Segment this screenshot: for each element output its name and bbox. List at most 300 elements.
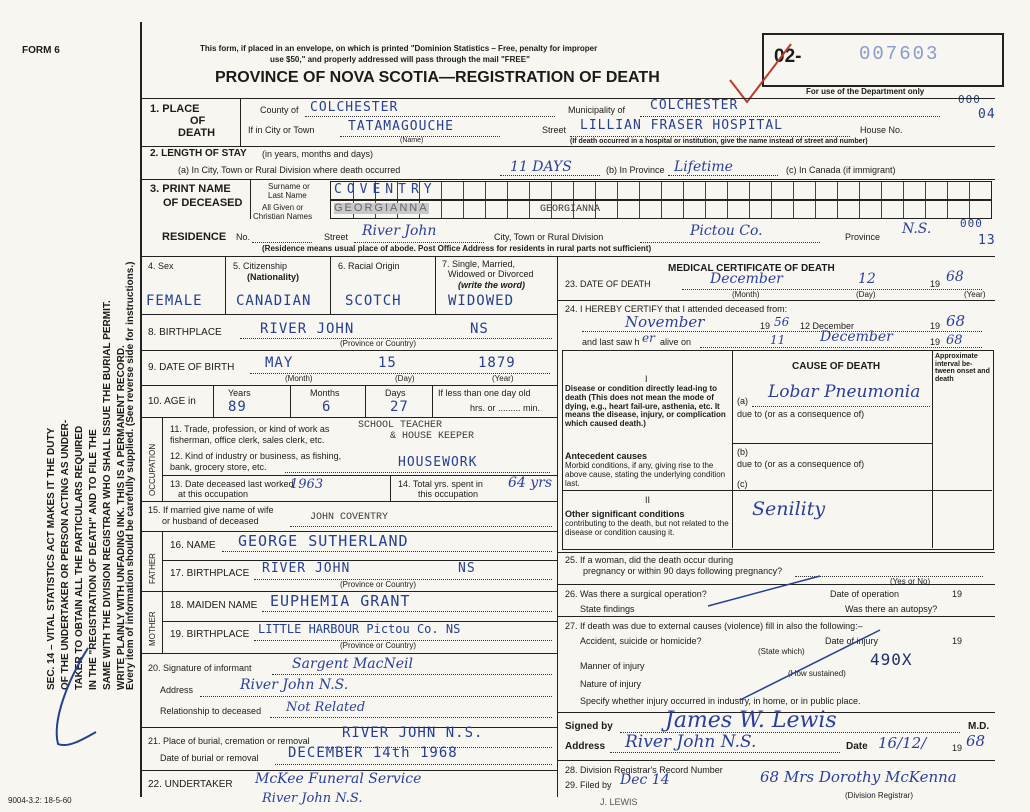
rule [275, 764, 552, 765]
external-causes-question: 27. If death was due to external causes (violence) fill in also the following:– [565, 621, 863, 631]
mother-birthplace-value: LITTLE HARBOUR Pictou Co. NS [258, 622, 461, 636]
street-value: LILLIAN FRASER HOSPITAL [580, 118, 784, 133]
character-box-divider [617, 182, 618, 199]
street-label: Street [542, 125, 567, 135]
yes-no-caption: (Yes or No) [890, 577, 931, 586]
rule [570, 136, 850, 137]
marital-label: 7. Single, Married, [442, 259, 516, 269]
character-box-divider [837, 182, 838, 199]
age-label: 10. AGE in [148, 396, 196, 407]
character-box-divider [903, 182, 904, 199]
rule [262, 611, 552, 612]
rule [140, 98, 995, 99]
rule [225, 256, 226, 314]
place-label-of: OF [190, 115, 206, 127]
footer-initials: J. LEWIS [600, 797, 638, 807]
character-box-divider [661, 182, 662, 199]
interval-label: Approximate interval be-tween onset and death [935, 353, 990, 384]
given-name-struck: GEORGIANNA [334, 202, 429, 214]
last-saw-date: December [820, 329, 893, 345]
registration-number: 007603 [859, 43, 940, 65]
burial-date-label: Date of burial or removal [160, 753, 259, 763]
informant-signature-label: 20. Signature of informant [148, 663, 252, 673]
rule [140, 146, 995, 147]
rule [140, 179, 995, 180]
character-box-divider [881, 201, 882, 218]
undertaker-label: 22. UNDERTAKER [148, 779, 233, 790]
citizenship-label: 5. Citizenship [233, 261, 288, 271]
death-day-caption: (Day) [856, 290, 876, 299]
rule [140, 256, 995, 257]
character-box-divider [639, 182, 640, 199]
rule [140, 501, 557, 502]
years-caption: Years [228, 388, 251, 398]
total-years-14-label-2: this occupation [418, 489, 479, 499]
character-box-divider [441, 201, 442, 218]
sidebar-line-2: OF THE UNDERTAKER OR PERSON ACTING AS UNDER- [60, 419, 71, 690]
racial-origin-value: SCOTCH [345, 293, 402, 309]
death-month: December [710, 271, 783, 287]
burial-date-value: DECEMBER 14th 1968 [288, 745, 458, 761]
rule [162, 531, 163, 591]
rule [330, 256, 331, 314]
character-box-divider [529, 201, 530, 218]
dept-code-1: 000 [958, 93, 981, 106]
due-to-b: due to (or as a consequence of) [737, 459, 865, 469]
attended-from-century: 19 [760, 321, 771, 331]
character-box-divider [705, 201, 706, 218]
stay-city-label: (a) In City, Town or Rural Division where death occurred [178, 165, 401, 175]
residence-division-value: Pictou Co. [690, 223, 763, 239]
death-month-caption: (Month) [732, 290, 760, 299]
section-one-numeral: I [645, 374, 648, 384]
registrar-caption: (Division Registrar) [845, 791, 914, 800]
given-name-character-boxes [330, 200, 992, 219]
rule [252, 242, 312, 243]
registrar-record-label: 28. Division Registrar's Record Number [565, 765, 723, 775]
character-box-divider [573, 182, 574, 199]
rule [562, 490, 992, 491]
cause-a-value: Lobar Pneumonia [768, 382, 921, 402]
rule [640, 116, 940, 117]
medical-certificate-title: MEDICAL CERTIFICATE OF DEATH [668, 263, 835, 274]
antecedent-label: Antecedent causes [565, 451, 648, 461]
nature-label: Nature of injury [580, 679, 642, 689]
residence-note: (Residence means usual place of abode. Post Office Address for residents in rural parts not sufficient) [262, 244, 652, 253]
last-saw-day: 11 [770, 333, 786, 347]
cert-century: 19 [952, 743, 963, 753]
character-box-divider [771, 201, 772, 218]
accident-label: Accident, suicide or homicide? [580, 636, 702, 646]
total-years-14-value: 64 yrs [508, 475, 553, 491]
cause-of-death-title: CAUSE OF DEATH [792, 361, 881, 372]
given-name-value: GEORGIANNA [540, 204, 601, 215]
attended-to-year: 68 [946, 312, 966, 330]
direct-cause-label: Disease or condition directly lead-ing to death (This does not mean the mode of dying, e.g., heart fail-ure, asthenia, etc. It means the disease, injury, or complication which caused death.) [565, 384, 726, 429]
mother-maiden-label: 18. MAIDEN NAME [170, 600, 258, 611]
rule [700, 347, 982, 348]
surname-label: Surname or [268, 182, 310, 191]
character-box-divider [485, 201, 486, 218]
rule [140, 653, 557, 654]
cert-date: 16/12/ [878, 734, 927, 752]
character-box-divider [903, 201, 904, 218]
left-margin-rule [140, 22, 142, 797]
other-conditions-value: Senility [752, 498, 826, 520]
age-years: 89 [228, 399, 247, 415]
rule [435, 256, 436, 314]
marital-label-2: Widowed or Divorced [448, 269, 534, 279]
last-saw-label: and last saw h [582, 337, 640, 347]
antecedent-text: Morbid conditions, if any, giving rise to the above cause, stating the underlying condition last. [565, 461, 726, 488]
age-months: 6 [322, 399, 332, 415]
rule [140, 350, 557, 351]
rule [270, 717, 552, 718]
racial-origin-label: 6. Racial Origin [338, 261, 400, 271]
death-year: 68 [946, 269, 964, 285]
handwritten-l-mark-icon [38, 640, 108, 760]
informant-signature: Sargent MacNeil [292, 656, 413, 672]
dept-code-2: 04 [978, 107, 996, 122]
last-saw-century: 19 [930, 337, 941, 347]
father-birthplace-province: NS [458, 561, 476, 576]
rule [640, 242, 820, 243]
rule [305, 116, 555, 117]
character-box-divider [815, 201, 816, 218]
cause-b-label: (b) [737, 447, 748, 457]
stay-province-value: Lifetime [674, 159, 733, 175]
rule [668, 175, 778, 176]
character-box-divider [551, 182, 552, 199]
dob-year-caption: (Year) [492, 374, 514, 383]
character-box-divider [485, 182, 486, 199]
last-worked-13-label: 13. Date deceased last worked [170, 479, 294, 489]
spouse-15-label: 15. If married give name of wife [148, 505, 274, 515]
death-year-caption: (Year) [964, 290, 986, 299]
character-box-divider [595, 182, 596, 199]
signed-by-label: Signed by [565, 721, 613, 732]
surname-label-2: Last Name [268, 191, 307, 200]
character-box-divider [639, 201, 640, 218]
stay-label: 2. LENGTH OF STAY [150, 148, 247, 159]
sidebar-line-3: TAKER TO OBTAIN ALL THE PARTICULARS REQUIRED [74, 425, 85, 690]
rule [557, 552, 995, 553]
rule [213, 385, 214, 417]
county-value: COLCHESTER [310, 100, 399, 115]
marital-value: WIDOWED [448, 293, 515, 309]
state-findings-label: State findings [580, 604, 635, 614]
operation-century: 19 [952, 589, 963, 599]
certify-label: 24. I HEREBY CERTIFY that I attended deceased from: [565, 304, 788, 314]
undertaker-value: McKee Funeral Service [255, 771, 422, 787]
city-value: TATAMAGOUCHE [348, 119, 454, 134]
physician-address-label: Address [565, 741, 606, 752]
occupation-11-label-2: fisherman, office clerk, sales clerk, etc. [170, 435, 325, 445]
sex-label: 4. Sex [148, 261, 174, 271]
rule [290, 385, 291, 417]
specify-label: Specify whether injury occurred in industry, in home, or in public place. [580, 696, 861, 706]
dob-year: 1879 [478, 355, 516, 371]
dob-day: 15 [378, 355, 397, 371]
birthplace-province: NS [470, 321, 489, 337]
due-to-a: due to (or as a consequence of) [737, 409, 865, 419]
rule [354, 242, 484, 243]
rule [140, 314, 557, 315]
marital-label-3: (write the word) [458, 280, 525, 290]
occupation-side-label: OCCUPATION [148, 443, 157, 496]
residence-no-label: No. [236, 232, 251, 242]
mail-notice-1: This form, if placed in an envelope, on which is printed "Dominion Statistics – Free, penalty for improper [200, 44, 598, 53]
rule [272, 674, 552, 675]
dob-month-caption: (Month) [285, 374, 313, 383]
municipality-value: COLCHESTER [650, 98, 739, 113]
operation-date-label: Date of operation [830, 589, 900, 599]
registration-prefix: 02- [774, 46, 802, 67]
sidebar-line-6: WRITE PLAINLY WITH UNFADING INK. THIS IS A PERMANENT RECORD. [116, 345, 127, 690]
character-box-divider [837, 201, 838, 218]
rule [285, 472, 550, 473]
physician-signature: James W. Lewis [665, 708, 837, 733]
father-name-label: 16. NAME [170, 540, 216, 551]
father-name-value: GEORGE SUTHERLAND [238, 532, 409, 550]
residence-province-label: Province [845, 232, 881, 242]
city-name-caption: (Name) [400, 137, 424, 144]
rule [557, 300, 995, 301]
place-label: 1. PLACE [150, 103, 200, 115]
mail-notice-2: use $50," and properly addressed will pass through the mail "FREE" [270, 55, 530, 64]
residence-street-value: River John [362, 223, 437, 239]
surname-value: COVENTRY [334, 182, 437, 197]
character-box-divider [947, 182, 948, 199]
other-conditions-label: Other significant conditions [565, 509, 685, 519]
mother-birthplace-label: 19. BIRTHPLACE [170, 629, 250, 640]
burial-place-value: RIVER JOHN N.S. [342, 725, 484, 741]
character-box-divider [441, 182, 442, 199]
character-box-divider [793, 182, 794, 199]
print-name-label-2: OF DECEASED [163, 197, 243, 209]
residence-street-label: Street [324, 232, 349, 242]
place-label-death: DEATH [178, 127, 216, 139]
rule [250, 179, 251, 219]
character-box-divider [617, 201, 618, 218]
birthplace-value: RIVER JOHN [260, 321, 355, 337]
citizenship-value: CANADIAN [236, 293, 312, 309]
character-box-divider [859, 182, 860, 199]
last-saw-year: 68 [946, 333, 963, 348]
character-box-divider [507, 201, 508, 218]
character-box-divider [793, 201, 794, 218]
character-box-divider [749, 182, 750, 199]
character-box-divider [683, 182, 684, 199]
rule [162, 591, 163, 653]
sidebar-line-4: IN THE "REGISTRATION OF DEATH" AND TO FILE THE [88, 429, 99, 690]
character-box-divider [661, 201, 662, 218]
attended-to-century: 19 [930, 321, 941, 331]
registrar-filed-label: 29. Filed by [565, 780, 612, 790]
undertaker-address: River John N.S. [262, 791, 363, 806]
residence-label: RESIDENCE [162, 231, 227, 243]
residence-province-value: N.S. [902, 221, 932, 237]
city-label: If in City or Town [248, 125, 315, 135]
character-box-divider [815, 182, 816, 199]
rule [140, 385, 557, 386]
injury-date-label: Date of injury [825, 636, 879, 646]
sex-value: FEMALE [146, 293, 203, 309]
character-box-divider [507, 182, 508, 199]
rule [432, 385, 433, 417]
given-label-2: Christian Names [253, 212, 313, 221]
cert-date-label: Date [846, 741, 868, 752]
mother-maiden-value: EUPHEMIA GRANT [270, 592, 411, 610]
last-worked-13-value: 1963 [290, 477, 324, 492]
dept-code-4: 13 [978, 233, 996, 248]
house-number-label: House No. [860, 125, 903, 135]
less-than-day-label: If less than one day old [438, 388, 531, 398]
print-name-label: 3. PRINT NAME [150, 183, 231, 195]
character-box-divider [925, 182, 926, 199]
page-title: PROVINCE OF NOVA SCOTIA—REGISTRATION OF DEATH [215, 69, 660, 86]
form-code: 9004-3.2: 18-5-60 [8, 796, 72, 805]
physician-address: River John N.S. [625, 732, 757, 752]
character-box-divider [529, 182, 530, 199]
registration-number-box [762, 33, 1004, 87]
dob-day-caption: (Day) [395, 374, 415, 383]
rule [500, 175, 600, 176]
residence-division-label: City, Town or Rural Division [494, 232, 604, 242]
attended-from: November [625, 313, 705, 331]
informant-address-label: Address [160, 685, 194, 695]
father-birthplace-value: RIVER JOHN [262, 561, 351, 576]
date-of-birth-label: 9. DATE OF BIRTH [148, 362, 235, 373]
age-days: 27 [390, 399, 409, 415]
rule [932, 350, 933, 548]
birthplace-caption: (Province or Country) [340, 339, 417, 348]
character-box-divider [925, 201, 926, 218]
rule [365, 385, 366, 417]
cause-c-label: (c) [737, 479, 748, 489]
rule [732, 350, 733, 548]
rule [610, 752, 840, 753]
rule [162, 560, 557, 561]
character-box-divider [771, 182, 772, 199]
pregnancy-question: 25. If a woman, did the death occur during [565, 555, 734, 565]
mother-birthplace-caption: (Province or Country) [340, 641, 417, 650]
informant-address: River John N.S. [240, 677, 349, 693]
stay-province-label: (b) In Province [606, 165, 665, 175]
character-box-divider [727, 201, 728, 218]
date-of-death-label: 23. DATE OF DEATH [565, 279, 651, 289]
rule [162, 417, 163, 501]
character-box-divider [727, 182, 728, 199]
character-box-divider [881, 182, 882, 199]
rule [752, 406, 930, 407]
department-use-label: For use of the Department only [806, 87, 925, 96]
cert-year: 68 [966, 732, 986, 750]
cause-a-label: (a) [737, 396, 748, 406]
character-box-divider [969, 182, 970, 199]
rule [162, 475, 557, 476]
rule [682, 289, 982, 290]
sidebar-line-1: SEC. 14 – VITAL STATISTICS ACT MAKES IT THE DUTY [46, 427, 57, 690]
character-box-divider [749, 201, 750, 218]
occupation-11-value-2: & HOUSE KEEPER [390, 431, 475, 442]
hrs-min-label: hrs. or ......... min. [470, 403, 541, 413]
last-worked-13-label-2: at this occupation [178, 489, 249, 499]
relationship-label: Relationship to deceased [160, 706, 262, 716]
father-birthplace-caption: (Province or Country) [340, 580, 417, 589]
industry-12-value: HOUSEWORK [398, 455, 478, 470]
mother-side-label: MOTHER [148, 611, 157, 646]
rule [390, 475, 391, 501]
how-sustained-caption: (How sustained) [788, 669, 846, 678]
stay-canada-label: (c) In Canada (if immigrant) [786, 165, 896, 175]
rule [290, 526, 552, 527]
death-day: 12 [858, 271, 876, 287]
rule [140, 417, 557, 418]
character-box-divider [947, 201, 948, 218]
md-label: M.D. [968, 721, 990, 732]
section-two-numeral: II [645, 495, 651, 505]
pregnancy-question-2: pregnancy or within 90 days following pregnancy? [583, 566, 783, 576]
father-side-label: FATHER [148, 553, 157, 584]
other-conditions-text: contributing to the death, but not related to the disease or condition causing it. [565, 519, 729, 537]
occupation-11-value: SCHOOL TEACHER [358, 420, 443, 431]
state-which-caption: (State which) [758, 647, 805, 656]
days-caption: Days [385, 388, 406, 398]
municipality-label: Municipality of [568, 105, 626, 115]
strike-through-lines-icon [700, 560, 900, 710]
character-box-divider [463, 182, 464, 199]
character-box-divider [969, 201, 970, 218]
stay-units: (in years, months and days) [262, 149, 374, 159]
registrar-signature: 68 Mrs Dorothy McKenna [760, 768, 957, 786]
last-saw-pronoun: er [642, 331, 655, 345]
relationship-value: Not Related [286, 700, 366, 715]
dept-code-3: 000 [960, 217, 983, 230]
sidebar-line-7: Every item of information should be carefully supplied. (See reverse side for instructions.) [125, 261, 136, 690]
stamp-code: 490X [870, 650, 913, 669]
character-box-divider [859, 201, 860, 218]
character-box-divider [683, 201, 684, 218]
injury-century: 19 [952, 636, 963, 646]
character-box-divider [705, 182, 706, 199]
spouse-15-value: JOHN COVENTRY [310, 512, 389, 523]
attended-from-year: 56 [774, 315, 790, 329]
stay-city-value: 11 DAYS [510, 159, 572, 175]
rule [240, 98, 241, 146]
father-birthplace-label: 17. BIRTHPLACE [170, 568, 250, 579]
last-saw-label-2: alive on [660, 337, 692, 347]
rule [732, 443, 932, 444]
industry-12-label-2: bank, grocery store, etc. [170, 462, 267, 472]
autopsy-label: Was there an autopsy? [845, 604, 938, 614]
given-label: All Given or [262, 203, 304, 212]
birthplace-label: 8. BIRTHPLACE [148, 327, 222, 338]
sidebar-line-5: SAME WITH THE DIVISION REGISTRAR WHO SHALL ISSUE THE BURIAL PERMIT. [102, 300, 113, 690]
manner-label: Manner of injury [580, 661, 645, 671]
total-years-14-label: 14. Total yrs. spent in [398, 479, 483, 489]
spouse-15-label-2: or husband of deceased [162, 516, 259, 526]
death-century: 19 [930, 279, 941, 289]
registrar-date: Dec 14 [620, 772, 670, 788]
county-label: County of [260, 105, 299, 115]
hospital-note: (If death occurred in a hospital or institution, give the name instead of street and number) [570, 138, 868, 145]
citizenship-label-2: (Nationality) [247, 272, 300, 282]
burial-place-label: 21. Place of burial, cremation or removal [148, 736, 310, 746]
industry-12-label: 12. Kind of industry or business, as fishing, [170, 451, 342, 461]
surgical-question: 26. Was there a surgical operation? [565, 589, 707, 599]
occupation-11-label: 11. Trade, profession, or kind of work as [170, 424, 330, 434]
